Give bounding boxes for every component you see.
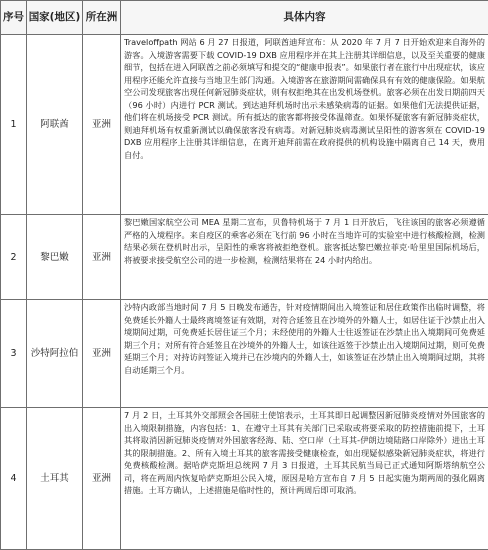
row-region: 亚洲 [83, 35, 121, 215]
header-content: 具体内容 [121, 1, 488, 35]
table-row [1, 300, 488, 408]
header-region: 所在洲 [83, 1, 121, 35]
table-row [1, 408, 488, 550]
row-region: 亚洲 [83, 408, 121, 550]
header-row [1, 1, 488, 35]
table-row [1, 35, 488, 215]
row-content: 7 月 2 日，土耳其外交部照会各国驻土使馆表示，土耳其即日起调整因新冠肺炎疫情对外国旅客的出入境限制措施，内容包括：1、在遵守土耳其有关部门已采取或将要采取的防控措施前提下，土耳其将取消因新冠肺炎疫情对外国旅客经海、陆、空口岸（土耳其-伊朗边境陆路口岸除外）进出土耳其的限制措施。2、所有入境土耳其的旅客需接受健康检查，如出现疑似感染新冠肺炎症状，将进行免费核酸检测。据哈萨克斯坦总统网 7 月 3 日报道，土耳其民航当局已正式通知阿斯塔纳航空公司，将在两周内恢复哈萨克斯坦公民入境，原因是哈方宣布自 7 月 5 日起实施为期两周的强化隔离措施。土耳方确认，上述措施是临时性的，预计两周后即可取消。 [121, 408, 488, 550]
header-num: 序号 [1, 1, 27, 35]
row-country: 土耳其 [27, 408, 83, 550]
header-country: 国家(地区) [27, 1, 83, 35]
row-country: 阿联酋 [27, 35, 83, 215]
table-row [1, 215, 488, 300]
row-num: 2 [1, 215, 27, 300]
row-content: 沙特内政部当地时间 7 月 5 日晚发布通告，针对疫情期间出入境签证和居住政策作出临时调整，将免费延长外籍人士最终离境签证有效期，对符合延签且在沙境外的外籍人士，如居住证于沙禁止出入境期间过期，可免费延长居住证三个月；未经使用的外籍人士往返签证在沙禁止出入境期间可免费延期三个月；对所有符合延签且在沙境外的外籍人士，如该往返签于沙禁止出入境期间过期，则可免费延期三个月；对持访问签证入境并已在沙境内的外籍人士，如该签证在沙禁止出入境期间过期，其将自动延期三个月。 [121, 300, 488, 408]
row-content: 黎巴嫩国家航空公司 MEA 星期二宣布，贝鲁特机场于 7 月 1 日开放后，飞往该国的旅客必须遵循严格的入境程序。来自疫区的乘客必须在飞行前 96 小时在当地许可的实验室中进行核酸检测，检测结果必须在登机时出示，呈阳性的乘客将被拒绝登机。旅客抵达黎巴嫩拉菲克·哈里里国际机场后，将被要求接受航空公司的进一步检测，检测结果将在 24 小时内给出。 [121, 215, 488, 300]
row-num: 3 [1, 300, 27, 408]
row-content: Traveloffpath 网站 6 月 27 日报道，阿联酋迪拜宣布：从 2020 年 7 月 7 日开始欢迎来自海外的游客。入境游客需要下载 COVID-19 DXB 应用程序并在其上注册其详细信息，以及至关重要的健康细节，包括在进入阿联酋之前必须填写和提交的“健康申报表”。如果旅行者在旅行中出现症状，该应用程序还能允许直接与当地卫生部门沟通。入境游客在旅游期间需确保具有有效的健康保险。如果航空公司发现旅客出现任何新冠肺炎症状，则有权拒绝其在出发机场登机。旅客必须在出发日期前四天（96 小时）内进行 PCR 测试。到达迪拜机场时出示未感染病毒的证据。如果他们无法提供证据，他们将在机场接受 PCR 测试。所有抵达的旅客都将接受体温筛查。如果怀疑旅客有新冠肺炎症状，则迪拜机场有权重新测试以确保旅客没有病毒。对新冠肺炎病毒测试呈阳性的游客须在 COVID-19 DXB 应用程序上注册其详细信息，在离开迪拜前需在政府提供的机构设施中隔离自己 14 天，费用自付。 [121, 35, 488, 215]
row-country: 黎巴嫩 [27, 215, 83, 300]
row-country: 沙特阿拉伯 [27, 300, 83, 408]
row-region: 亚洲 [83, 300, 121, 408]
row-region: 亚洲 [83, 215, 121, 300]
row-num: 1 [1, 35, 27, 215]
row-num: 4 [1, 408, 27, 550]
